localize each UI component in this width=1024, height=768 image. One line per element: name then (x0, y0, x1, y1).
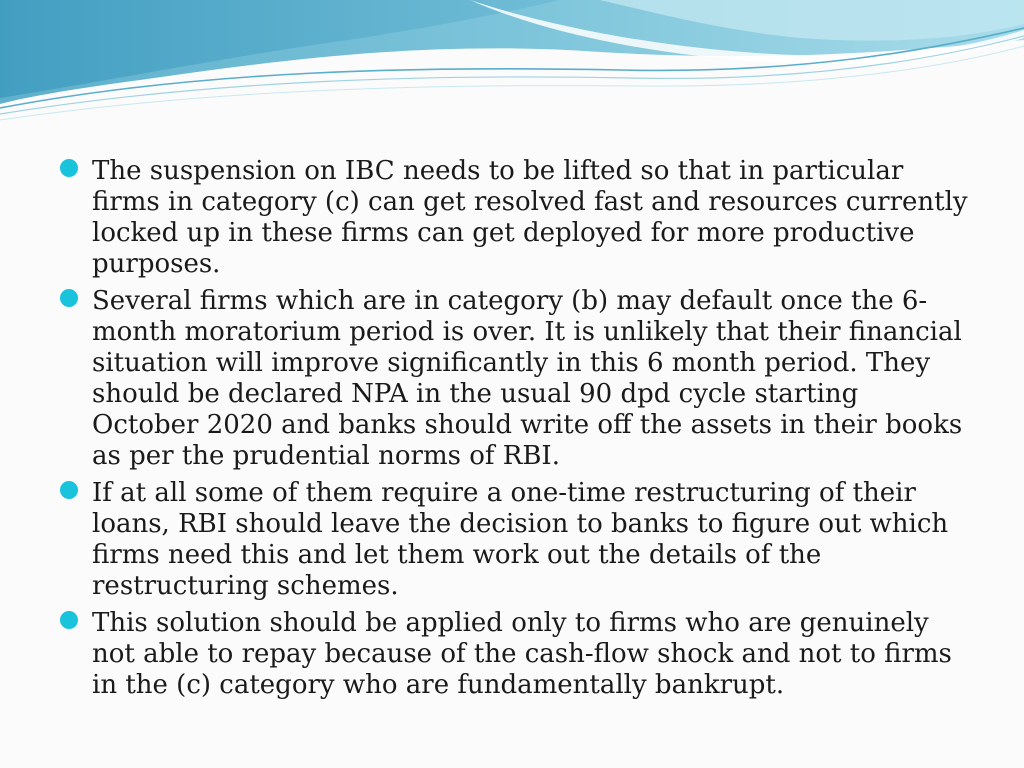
bullet-text: Several firms which are in category (b) may default once the 6-month moratorium period is over. It is unlikely that their financial situation will improve significantly in this 6 month period. They should be declared NPA in the usual 90 dpd cycle starting October 2020 and banks should write off the assets in their books as per the prudential norms of RBI. (92, 286, 963, 471)
bullet-text: If at all some of them require a one-time restructuring of their loans, RBI should leave the decision to banks to figure out which firms need this and let them work out the details of the restructuring schemes. (92, 478, 949, 601)
bullet-item-4 (58, 608, 968, 701)
bullet-item-2 (58, 286, 968, 472)
bullet-dot-icon (60, 289, 78, 307)
bullet-text: The suspension on IBC needs to be lifted so that in particular firms in category (c) can get resolved fast and resources currently locked up in these firms can get deployed for more productive purposes. (92, 156, 968, 279)
bullet-dot-icon (60, 611, 78, 629)
bullet-dot-icon (60, 481, 78, 499)
wave-front-band (0, 0, 560, 98)
bullet-item-1 (58, 156, 968, 280)
bullet-text: This solution should be applied only to firms who are genuinely not able to repay because of the cash-flow shock and not to firms in the (c) category who are fundamentally bankrupt. (92, 608, 952, 700)
bullet-dot-icon (60, 159, 78, 177)
bullet-item-3 (58, 478, 968, 602)
wave-header-decoration (0, 0, 1024, 130)
bullet-list (58, 156, 968, 701)
slide-content (58, 156, 968, 707)
